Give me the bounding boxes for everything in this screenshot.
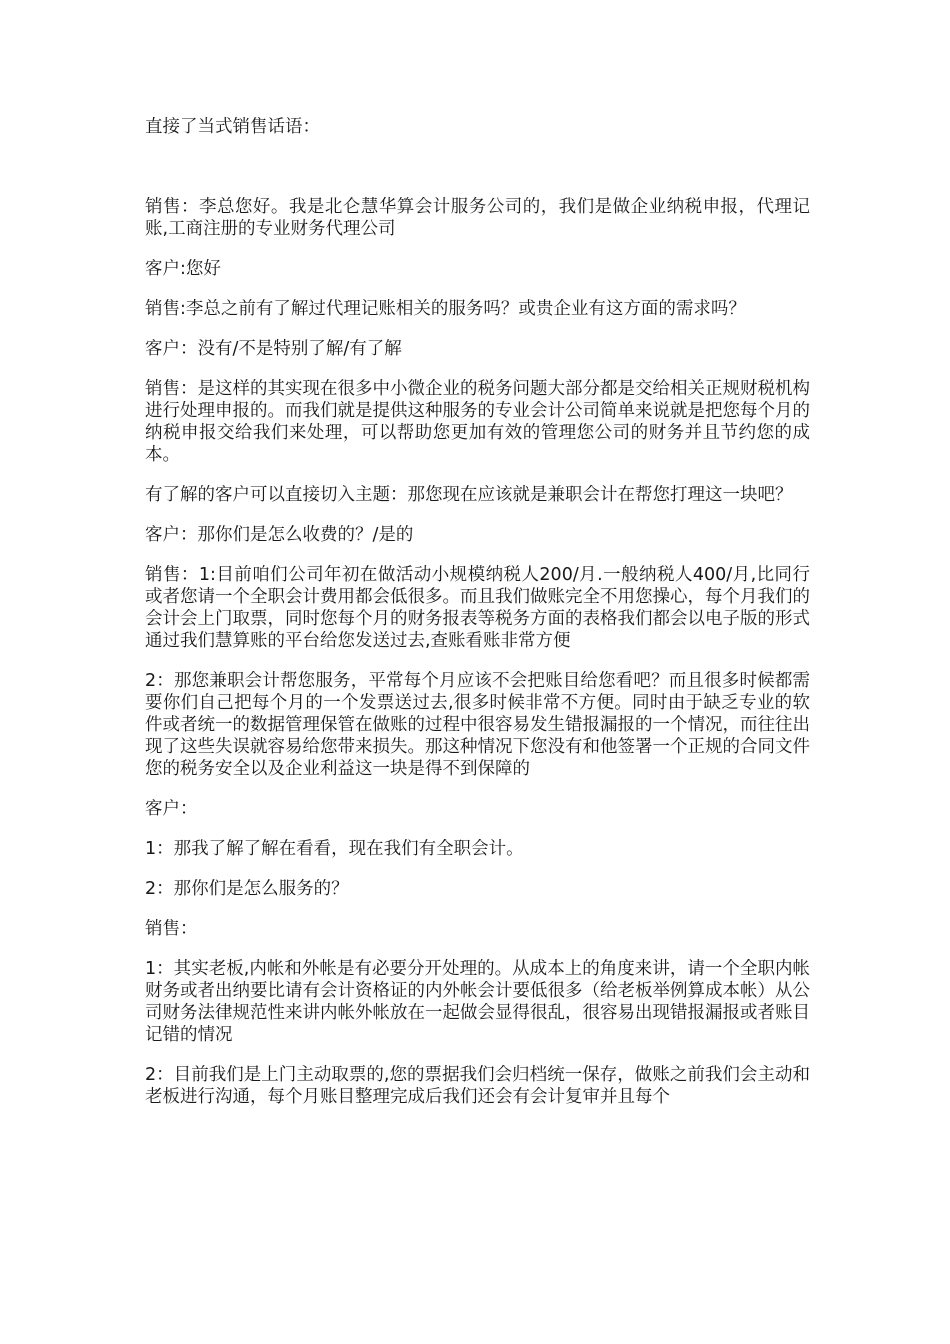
customer-label-paragraph: 客户： xyxy=(145,799,198,819)
heading-paragraph: 直接了当式销售话语： xyxy=(145,117,320,137)
customer-option-2-paragraph: 2：那你们是怎么服务的？ xyxy=(145,879,349,899)
sales-response-2-paragraph: 2：目前我们是上门主动取票的,您的票据我们会归档统一保存，做账之前我们会主动和老板进行沟通，每个月账目整理完成后我们还会有会计复审并且每个 xyxy=(145,1065,810,1107)
customer-fee-question-paragraph: 客户：那你们是怎么收费的？/是的 xyxy=(145,525,414,545)
sales-label-paragraph: 销售： xyxy=(145,919,198,939)
sales-response-1-paragraph: 1：其实老板,内帐和外帐是有必要分开处理的。从成本上的角度来讲，请一个全职内帐财务或者出纳要比请有会计资格证的内外帐会计要低很多（给老板举例算成本帐）从公司财务法律规范性来讲内帐外帐放在一起做会显得很乱，很容易出现错报漏报或者账目记错的情况 xyxy=(145,959,810,1045)
sales-question-paragraph: 销售:李总之前有了解过代理记账相关的服务吗？或贵企业有这方面的需求吗？ xyxy=(145,299,746,319)
sales-parttime-paragraph: 2：那您兼职会计帮您服务，平常每个月应该不会把账目给您看吧？而且很多时候都需要你们自己把每个月的一个发票送过去,很多时候非常不方便。同时由于缺乏专业的软件或者统一的数据管理保管在做账的过程中很容易发生错报漏报的一个情况，而往往出现了这些失误就容易给您带来损失。那这种情况下您没有和他签署一个正规的合同文件您的税务安全以及企业利益这一块是得不到保障的 xyxy=(145,671,810,779)
sales-intro-paragraph: 销售：李总您好。我是北仑慧华算会计服务公司的，我们是做企业纳税申报，代理记账,工商注册的专业财务代理公司 xyxy=(145,197,810,239)
customer-option-1-paragraph: 1：那我了解了解在看看，现在我们有全职会计。 xyxy=(145,839,524,859)
customer-greeting-paragraph: 客户:您好 xyxy=(145,259,221,279)
customer-answer-paragraph: 客户：没有/不是特别了解/有了解 xyxy=(145,339,402,359)
topic-entry-paragraph: 有了解的客户可以直接切入主题：那您现在应该就是兼职会计在帮您打理这一块吧？ xyxy=(145,485,793,505)
sales-pricing-paragraph: 销售：1:目前咱们公司年初在做活动小规模纳税人200/月.一般纳税人400/月,比同行或者您请一个全职会计费用都会低很多。而且我们做账完全不用您操心，每个月我们的会计会上门取票，同时您每个月的财务报表等税务方面的表格我们都会以电子版的形式通过我们慧算账的平台给您发送过去,查账看账非常方便 xyxy=(145,565,810,651)
sales-explanation-paragraph: 销售：是这样的其实现在很多中小微企业的税务问题大部分都是交给相关正规财税机构进行处理申报的。而我们就是提供这种服务的专业会计公司简单来说就是把您每个月的纳税申报交给我们来处理，可以帮助您更加有效的管理您公司的财务并且节约您的成本。 xyxy=(145,379,810,465)
document-body xyxy=(145,116,810,1126)
